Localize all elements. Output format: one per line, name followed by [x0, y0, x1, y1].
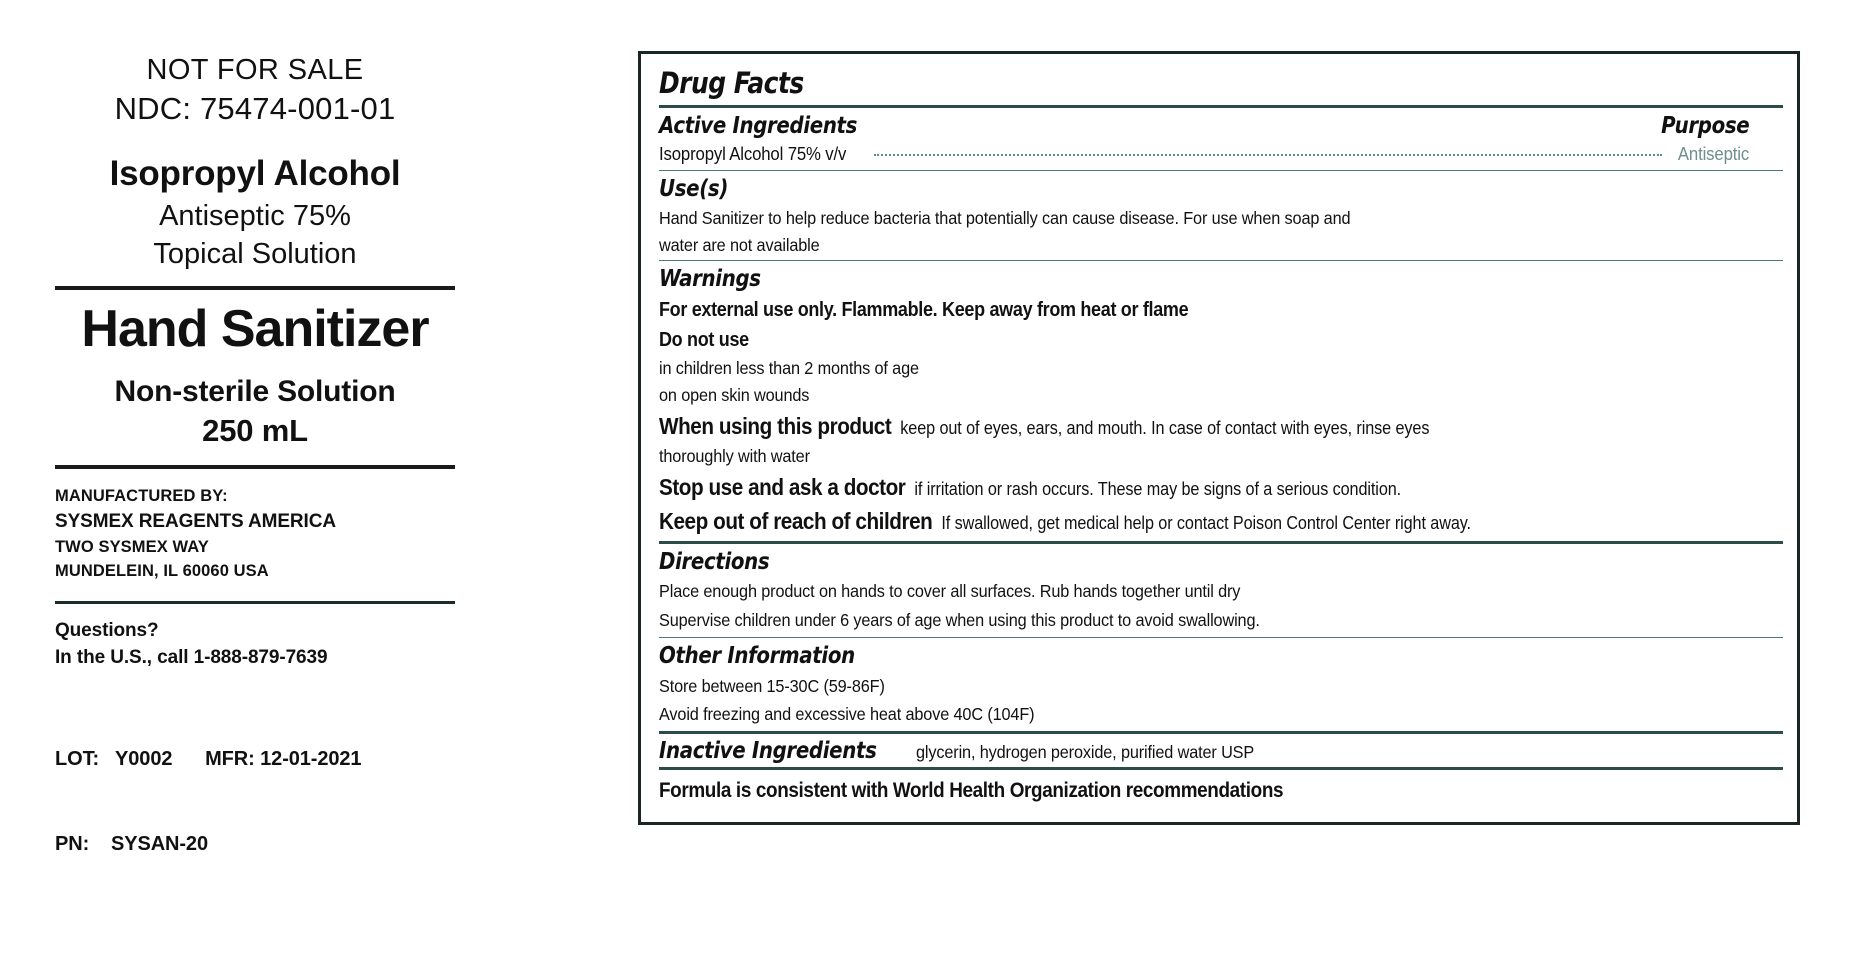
manufacturer-block — [55, 485, 455, 584]
keep-out-heading: Keep out of reach of children — [659, 508, 933, 535]
other-information-line-1: Store between 15-30C (59-86F) — [659, 675, 885, 696]
drug-name: Isopropyl Alcohol — [109, 154, 401, 194]
questions-label: Questions? — [55, 619, 159, 641]
directions-line-1: Place enough product on hands to cover all surfaces. Rub hands together until dry — [659, 581, 1241, 602]
other-information-line-2: Avoid freezing and excessive heat above 40C (104F) — [659, 704, 1035, 725]
drug-facts-panel — [638, 51, 1800, 825]
warnings-heading: Warnings — [659, 266, 761, 293]
directions-section — [659, 544, 1783, 637]
warning-external-use: For external use only. Flammable. Keep away from heat or flame — [659, 298, 1189, 321]
dotted-leader — [874, 154, 1662, 156]
net-volume: 250 mL — [202, 413, 308, 449]
product-title: Hand Sanitizer — [81, 300, 429, 359]
part-number: PN: SYSAN-20 — [55, 832, 208, 855]
stop-use-heading: Stop use and ask a doctor — [659, 474, 906, 501]
do-not-use-item-2: on open skin wounds — [659, 385, 810, 406]
when-using-heading: When using this product — [659, 413, 892, 439]
stop-use-text: if irritation or rash occurs. These may be signs of a serious condition. — [914, 479, 1402, 500]
uses-heading: Use(s) — [659, 176, 729, 203]
keep-out-text: If swallowed, get medical help or contact Poison Control Center right away. — [941, 513, 1471, 534]
when-using-text-continued: thoroughly with water — [659, 446, 810, 467]
uses-text-line-1: Hand Sanitizer to help reduce bacteria that potentially can cause disease. For use when soap and — [659, 207, 1351, 228]
drug-facts-title: Drug Facts — [659, 66, 804, 100]
when-using-text: keep out of eyes, ears, and mouth. In case of contact with eyes, rinse eyes — [900, 418, 1430, 438]
active-ingredient-row — [659, 142, 1783, 168]
uses-section — [659, 171, 1783, 260]
inactive-ingredients-heading: Inactive Ingredients — [659, 738, 877, 765]
dosage-form: Topical Solution — [153, 238, 357, 271]
purpose-heading: Purpose — [1661, 113, 1750, 140]
lot-mfr-block — [55, 688, 455, 915]
inactive-ingredients-text: glycerin, hydrogen peroxide, purified water USP — [915, 742, 1255, 763]
divider-above-manufacturer — [55, 465, 455, 469]
active-ingredient-name: Isopropyl Alcohol 75% v/v — [659, 144, 847, 165]
divider-above-questions — [55, 601, 455, 604]
who-recommendation-statement: Formula is consistent with World Health Organization recommendations — [659, 779, 1284, 803]
lot-and-mfr-date: LOT: Y0002 MFR: 12-01-2021 — [55, 747, 362, 770]
do-not-use-item-1: in children less than 2 months of age — [659, 358, 919, 379]
manufacturer-street: TWO SYSMEX WAY — [55, 538, 209, 556]
warnings-section — [659, 261, 1783, 540]
not-for-sale-text: NOT FOR SALE — [146, 54, 364, 86]
stop-use-row — [659, 470, 1782, 504]
active-ingredients-heading: Active Ingredients — [659, 113, 858, 140]
active-ingredients-heading-row — [659, 111, 1780, 142]
active-ingredients-section — [659, 108, 1783, 170]
inactive-ingredients-section — [659, 734, 1783, 767]
when-using-this-product-row — [659, 409, 1782, 443]
manufacturer-city: MUNDELEIN, IL 60060 USA — [55, 561, 269, 580]
questions-block — [55, 618, 455, 672]
do-not-use-heading: Do not use — [659, 329, 749, 352]
keep-out-of-reach-row — [659, 504, 1782, 538]
other-information-heading: Other Information — [659, 642, 855, 669]
questions-phone: In the U.S., call 1-888-879-7639 — [55, 646, 328, 668]
manufacturer-name: SYSMEX REAGENTS AMERICA — [55, 511, 336, 533]
uses-text-line-2: water are not available — [659, 234, 820, 255]
directions-line-2: Supervise children under 6 years of age when using this product to avoid swallowing. — [659, 610, 1260, 631]
active-ingredient-purpose: Antiseptic — [1678, 144, 1750, 165]
drug-strength: Antiseptic 75% — [159, 199, 351, 232]
product-label-panel — [55, 52, 455, 915]
ndc-number: NDC: 75474-001-01 — [114, 91, 396, 127]
other-information-section — [659, 638, 1783, 731]
manufactured-by-label: MANUFACTURED BY: — [55, 486, 228, 505]
directions-heading: Directions — [659, 548, 770, 575]
divider-above-title — [55, 286, 455, 290]
sterility-statement: Non-sterile Solution — [114, 375, 396, 409]
